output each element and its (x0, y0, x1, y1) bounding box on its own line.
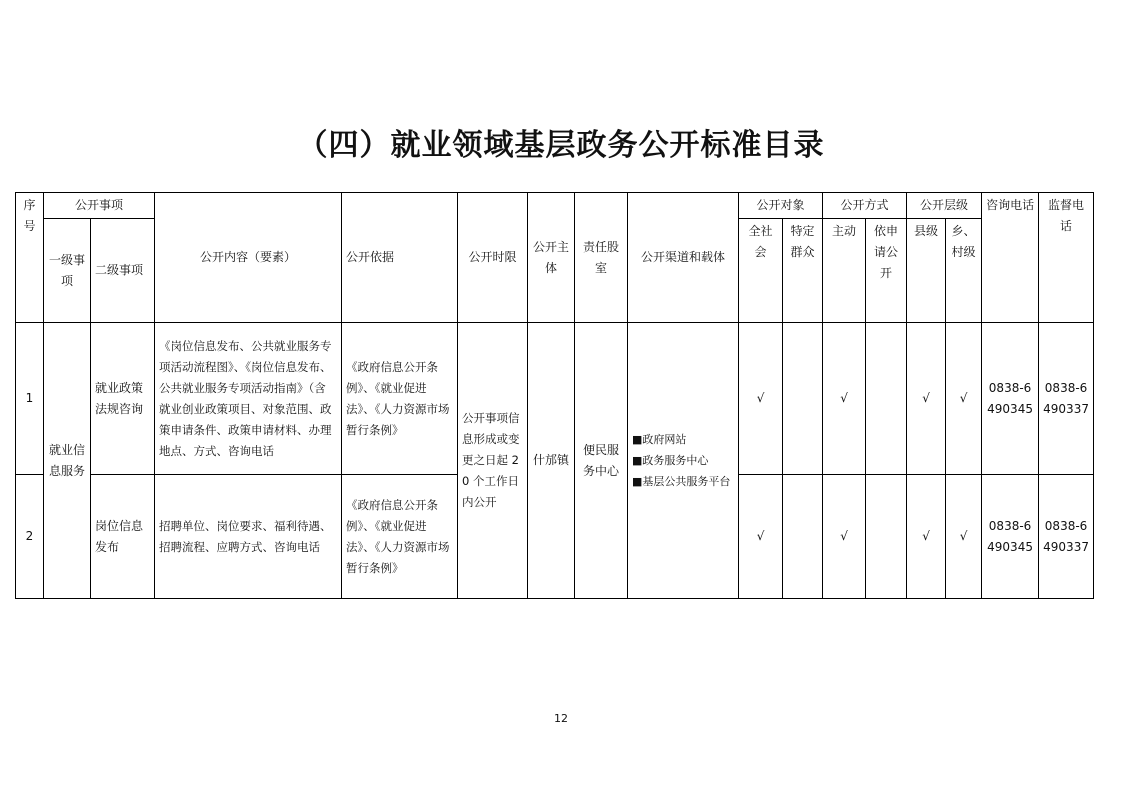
header-audience: 公开对象 (739, 193, 823, 219)
consult-phone: 0838-6490345 (982, 323, 1039, 475)
method-request-check (866, 323, 907, 475)
header-level-town: 乡、村级 (946, 219, 982, 323)
subject-cell: 什邡镇 (528, 323, 575, 599)
header-subject: 公开主体 (528, 193, 575, 323)
channel-item: ■基层公共服务平台 (632, 475, 731, 488)
header-level1: 一级事项 (44, 219, 91, 323)
header-audience-specific: 特定群众 (783, 219, 823, 323)
supervise-phone: 0838-6490337 (1039, 475, 1094, 599)
level2-item: 就业政策法规咨询 (91, 323, 155, 475)
audience-specific-check (783, 475, 823, 599)
audience-all-check: √ (739, 323, 783, 475)
basis-cell: 《政府信息公开条例》、《就业促进法》、《人力资源市场暂行条例》 (342, 323, 458, 475)
channel-cell (628, 323, 739, 599)
level-town-check: √ (946, 475, 982, 599)
audience-all-check: √ (739, 475, 783, 599)
level-county-check: √ (907, 323, 946, 475)
consult-phone: 0838-6490345 (982, 475, 1039, 599)
header-time-limit: 公开时限 (458, 193, 528, 323)
catalog-table (15, 192, 1094, 599)
level-town-check: √ (946, 323, 982, 475)
page-number: 12 (554, 712, 568, 725)
header-supervise: 监督电话 (1039, 193, 1094, 323)
office-cell: 便民服务中心 (575, 323, 628, 599)
header-level-county: 县级 (907, 219, 946, 323)
header-matter: 公开事项 (44, 193, 155, 219)
content-cell: 招聘单位、岗位要求、福利待遇、招聘流程、应聘方式、咨询电话 (155, 475, 342, 599)
level-county-check: √ (907, 475, 946, 599)
method-request-check (866, 475, 907, 599)
header-method-active: 主动 (823, 219, 866, 323)
page-title: （四）就业领域基层政务公开标准目录 (297, 128, 825, 163)
header-channel: 公开渠道和载体 (628, 193, 739, 323)
table-row (16, 323, 1094, 475)
header-content: 公开内容（要素） (155, 193, 342, 323)
content-cell: 《岗位信息发布、公共就业服务专项活动流程图》、《岗位信息发布、公共就业服务专项活动指南》（含就业创业政策项目、对象范围、政策申请条件、政策申请材料、办理地点、方式、咨询电话 (155, 323, 342, 475)
method-active-check: √ (823, 323, 866, 475)
header-office: 责任股室 (575, 193, 628, 323)
header-level2: 二级事项 (91, 219, 155, 323)
channel-item: ■政府网站 (632, 433, 687, 446)
header-basis: 公开依据 (342, 193, 458, 323)
row-seq: 1 (16, 323, 44, 475)
level1-item: 就业信息服务 (44, 323, 91, 599)
channel-item: ■政务服务中心 (632, 454, 709, 467)
level2-item: 岗位信息发布 (91, 475, 155, 599)
header-seq: 序号 (16, 193, 44, 323)
audience-specific-check (783, 323, 823, 475)
basis-cell: 《政府信息公开条例》、《就业促进法》、《人力资源市场暂行条例》 (342, 475, 458, 599)
method-active-check: √ (823, 475, 866, 599)
header-consult: 咨询电话 (982, 193, 1039, 323)
time-limit-cell: 公开事项信息形成或变更之日起 20 个工作日内公开 (458, 323, 528, 599)
header-audience-all: 全社会 (739, 219, 783, 323)
supervise-phone: 0838-6490337 (1039, 323, 1094, 475)
header-method: 公开方式 (823, 193, 907, 219)
header-level: 公开层级 (907, 193, 982, 219)
row-seq: 2 (16, 475, 44, 599)
header-method-request: 依申请公开 (866, 219, 907, 323)
